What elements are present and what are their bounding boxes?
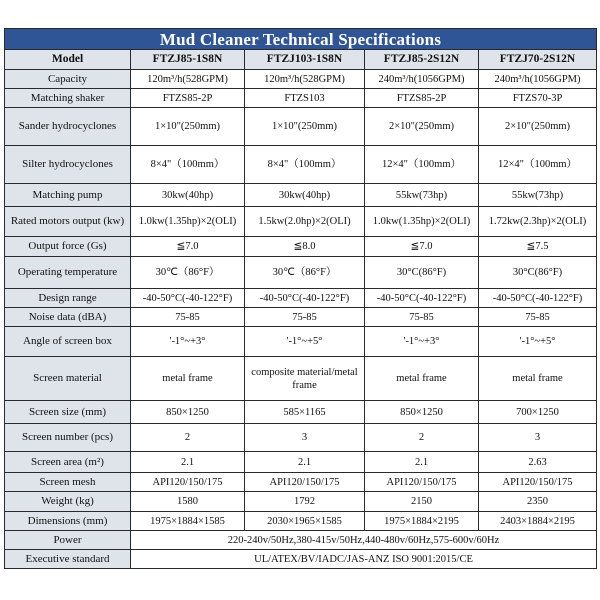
- header-model-label: Model: [5, 50, 131, 70]
- table-row: [5, 146, 597, 184]
- cell: 2030×1965×1585: [245, 512, 365, 531]
- table-row: [5, 89, 597, 108]
- cell: '-1°~+3°: [131, 327, 245, 357]
- row-label: Matching shaker: [5, 89, 131, 108]
- cell: 2: [365, 424, 479, 452]
- spec-table: [4, 28, 597, 569]
- table-row: [5, 473, 597, 492]
- row-label: Rated motors output (kw): [5, 207, 131, 237]
- row-label: Angle of screen box: [5, 327, 131, 357]
- spec-table-container: [4, 28, 596, 569]
- row-label: Screen mesh: [5, 473, 131, 492]
- cell: 1792: [245, 492, 365, 512]
- cell: 585×1165: [245, 401, 365, 424]
- cell: 8×4"（100mm）: [131, 146, 245, 184]
- row-label: Design range: [5, 289, 131, 308]
- row-label: Capacity: [5, 70, 131, 89]
- row-label: Sander hydrocyclones: [5, 108, 131, 146]
- table-row: [5, 512, 597, 531]
- table-row: [5, 327, 597, 357]
- table-row: [5, 70, 597, 89]
- cell: 1.0kw(1.35hp)×2(OLI): [365, 207, 479, 237]
- cell: 240m³/h(1056GPM): [479, 70, 597, 89]
- cell: ≦8.0: [245, 237, 365, 257]
- row-label: Screen material: [5, 357, 131, 401]
- cell: FTZS70-3P: [479, 89, 597, 108]
- header-model-2: FTZJ103-1S8N: [245, 50, 365, 70]
- cell: ≦7.0: [131, 237, 245, 257]
- standard-label: Executive standard: [5, 550, 131, 569]
- cell: -40-50°C(-40-122°F): [365, 289, 479, 308]
- table-row: [5, 424, 597, 452]
- cell: API120/150/175: [479, 473, 597, 492]
- header-model-3: FTZJ85-2S12N: [365, 50, 479, 70]
- cell: 2350: [479, 492, 597, 512]
- cell: FTZS85-2P: [131, 89, 245, 108]
- row-label: Silter hydrocyclones: [5, 146, 131, 184]
- cell: 8×4"（100mm）: [245, 146, 365, 184]
- cell: 120m³/h(528GPM): [131, 70, 245, 89]
- table-row: [5, 308, 597, 327]
- table-row: [5, 357, 597, 401]
- power-label: Power: [5, 531, 131, 550]
- table-row: [5, 401, 597, 424]
- cell: composite material/metal frame: [245, 357, 365, 401]
- cell: 30℃（86°F）: [245, 257, 365, 289]
- cell: 30kw(40hp): [245, 184, 365, 207]
- header-model-4: FTZJ70-2S12N: [479, 50, 597, 70]
- table-row: [5, 207, 597, 237]
- cell: 75-85: [479, 308, 597, 327]
- cell: 3: [245, 424, 365, 452]
- cell: 1975×1884×1585: [131, 512, 245, 531]
- cell: -40-50°C(-40-122°F): [245, 289, 365, 308]
- cell: 1580: [131, 492, 245, 512]
- cell: 30°C(86°F): [365, 257, 479, 289]
- table-row: [5, 257, 597, 289]
- cell: metal frame: [365, 357, 479, 401]
- table-row: [5, 492, 597, 512]
- cell: 75-85: [245, 308, 365, 327]
- cell: ≦7.5: [479, 237, 597, 257]
- cell: -40-50°C(-40-122°F): [131, 289, 245, 308]
- cell: 2×10"(250mm): [479, 108, 597, 146]
- row-label: Operating temperature: [5, 257, 131, 289]
- cell: 1×10"(250mm): [131, 108, 245, 146]
- table-row: [5, 237, 597, 257]
- cell: metal frame: [131, 357, 245, 401]
- cell: 12×4"（100mm）: [479, 146, 597, 184]
- cell: 12×4"（100mm）: [365, 146, 479, 184]
- cell: 2×10"(250mm): [365, 108, 479, 146]
- standard-value: UL/ATEX/BV/IADC/JAS-ANZ ISO 9001:2015/CE: [131, 550, 597, 569]
- cell: 1.0kw(1.35hp)×2(OLI): [131, 207, 245, 237]
- row-label: Matching pump: [5, 184, 131, 207]
- cell: metal frame: [479, 357, 597, 401]
- cell: ≦7.0: [365, 237, 479, 257]
- cell: 850×1250: [365, 401, 479, 424]
- cell: '-1°~+5°: [245, 327, 365, 357]
- cell: 2.1: [365, 452, 479, 473]
- cell: 3: [479, 424, 597, 452]
- cell: 850×1250: [131, 401, 245, 424]
- cell: API120/150/175: [131, 473, 245, 492]
- standard-row: [5, 550, 597, 569]
- cell: 1×10"(250mm): [245, 108, 365, 146]
- row-label: Screen number (pcs): [5, 424, 131, 452]
- cell: 1.72kw(2.3hp)×2(OLI): [479, 207, 597, 237]
- cell: 2: [131, 424, 245, 452]
- cell: 2150: [365, 492, 479, 512]
- cell: 55kw(73hp): [479, 184, 597, 207]
- table-title: Mud Cleaner Technical Specifications: [5, 29, 597, 50]
- cell: 120m³/h(528GPM): [245, 70, 365, 89]
- cell: '-1°~+5°: [479, 327, 597, 357]
- cell: 30kw(40hp): [131, 184, 245, 207]
- cell: 240m³/h(1056GPM): [365, 70, 479, 89]
- cell: 55kw(73hp): [365, 184, 479, 207]
- cell: FTZS85-2P: [365, 89, 479, 108]
- cell: -40-50°C(-40-122°F): [479, 289, 597, 308]
- cell: '-1°~+3°: [365, 327, 479, 357]
- cell: 2.1: [131, 452, 245, 473]
- cell: 2.63: [479, 452, 597, 473]
- header-model-1: FTZJ85-1S8N: [131, 50, 245, 70]
- cell: 75-85: [365, 308, 479, 327]
- row-label: Screen size (mm): [5, 401, 131, 424]
- cell: 2403×1884×2195: [479, 512, 597, 531]
- table-row: [5, 452, 597, 473]
- power-value: 220-240v/50Hz,380-415v/50Hz,440-480v/60Hz,575-600v/60Hz: [131, 531, 597, 550]
- table-row: [5, 108, 597, 146]
- cell: API120/150/175: [365, 473, 479, 492]
- cell: 700×1250: [479, 401, 597, 424]
- table-row: [5, 184, 597, 207]
- cell: FTZS103: [245, 89, 365, 108]
- cell: 1.5kw(2.0hp)×2(OLI): [245, 207, 365, 237]
- header-row: [5, 50, 597, 70]
- cell: 75-85: [131, 308, 245, 327]
- row-label: Weight (kg): [5, 492, 131, 512]
- row-label: Screen area (m²): [5, 452, 131, 473]
- cell: 2.1: [245, 452, 365, 473]
- cell: 30°C(86°F): [479, 257, 597, 289]
- row-label: Dimensions (mm): [5, 512, 131, 531]
- cell: 1975×1884×2195: [365, 512, 479, 531]
- power-row: [5, 531, 597, 550]
- row-label: Output force (Gs): [5, 237, 131, 257]
- cell: 30℃（86°F）: [131, 257, 245, 289]
- cell: API120/150/175: [245, 473, 365, 492]
- table-row: [5, 289, 597, 308]
- row-label: Noise data (dBA): [5, 308, 131, 327]
